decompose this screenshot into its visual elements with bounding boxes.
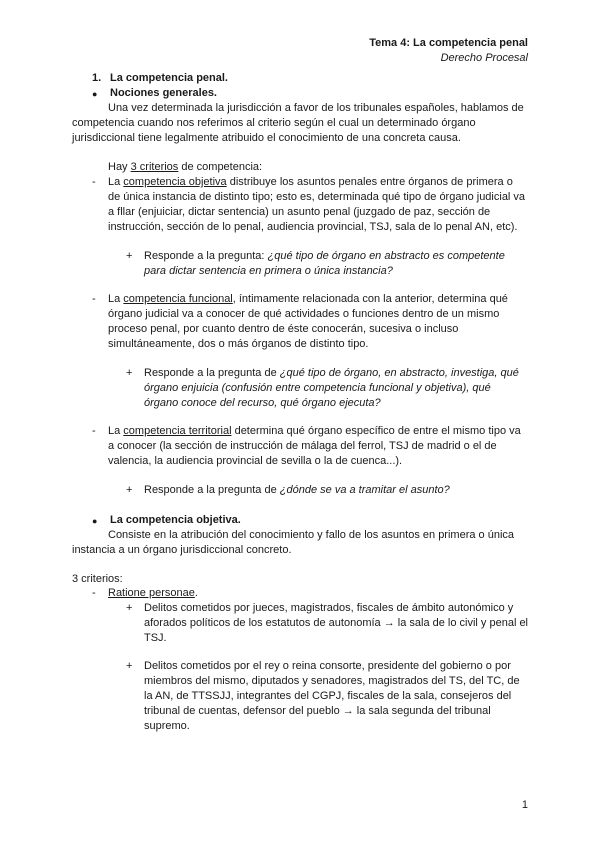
dash-marker: - (92, 176, 96, 188)
criteria-label: 3 criterios: (72, 573, 123, 585)
objetiva-paragraph: Consiste en la atribución del conocimiento y fallo de los asuntos en primera o única instancia a un órgano jurisdiccional concreto. (72, 529, 515, 556)
bullet-dot: ● (92, 89, 98, 99)
intro-paragraph: Una vez determinada la jurisdicción a favor de los tribunales españoles, hablamos de competencia cuando nos referimos al criterio según el cual un determinado órgano jurisdiccional tiene legalmente atribuido el conocimiento de una concreta causa. (72, 102, 524, 144)
question-prefix: Responde a la pregunta de (144, 367, 280, 379)
criterion-lead: La (108, 293, 124, 305)
ratione-suffix: . (194, 587, 198, 599)
dash-marker: - (92, 293, 96, 305)
criterion-objetiva (108, 175, 528, 235)
ratione-personae (108, 586, 528, 601)
criterion-territorial (108, 424, 528, 469)
subsection-heading: La competencia objetiva. (110, 514, 241, 526)
criteria-intro-prefix: Hay (108, 161, 131, 173)
criterion-text: , íntimamente relacionada con la anterior, determina qué órgano judicial va a conocer de qué actividades o funciones dentro de un mismo proceso penal, por cuanto dentro de éste conocerán, sucesiva o incluso simultáneamente, dos o más órganos de distinto tipo. (108, 293, 508, 350)
ratione-item: Delitos cometidos por jueces, magistrados, fiscales de ámbito autonómico y aforados políticos de los estatutos de autonomía → la sala de lo civil y penal el TSJ. (144, 602, 529, 644)
question-prefix: Responde a la pregunta: (144, 250, 268, 262)
question-text: ¿dónde se va a tramitar el asunto? (279, 484, 450, 496)
dash-marker: - (92, 425, 96, 437)
section-number: 1. (92, 72, 102, 84)
criterion-term: competencia objetiva (123, 176, 227, 188)
section-heading: La competencia penal. (110, 72, 228, 84)
criterion-funcional (108, 292, 528, 352)
subsection-heading: Nociones generales. (110, 87, 217, 99)
criterion-term: competencia territorial (123, 425, 232, 437)
ratione-item: Delitos cometidos por el rey o reina consorte, presidente del gobierno o por miembros del mismo, diputados y senadores, magistrados del TS, del TC, de la AN, de TTSSJJ, integrantes del CGPJ, fiscales de la sala, consejeros del tribunal de cuentas, defensor del pueblo → la sala segunda del tribunal supremo. (144, 660, 520, 732)
ratione-term: Ratione personae (108, 587, 195, 599)
page-number: 1 (521, 799, 528, 811)
criterion-lead: La (108, 425, 124, 437)
bullet-dot: ● (92, 516, 98, 526)
criterion-lead: La (108, 176, 124, 188)
criteria-count: 3 criterios (130, 161, 179, 173)
criteria-intro (108, 160, 528, 175)
criterion-text: determina qué órgano específico de entre el mismo tipo va a conocer (la sección de instrucción de málaga del ferrol, TSJ de madrid o el de valencia, la audiencia provincial de sevilla o la de cuenca...). (108, 425, 521, 467)
plus-marker: + (126, 660, 133, 672)
question-prefix: Responde a la pregunta de (144, 484, 280, 496)
header-subtitle: Derecho Procesal (440, 52, 528, 64)
criterion-question (144, 483, 528, 498)
question-text: ¿qué tipo de órgano, en abstracto, investiga, qué órgano enjuicia (confusión entre competencia funcional y objetiva), qué órgano conoce del recurso, qué órgano ejecuta? (144, 367, 519, 409)
plus-marker: + (126, 602, 133, 614)
criterion-term: competencia funcional (123, 293, 233, 305)
plus-marker: + (126, 484, 133, 496)
question-text: ¿qué tipo de órgano en abstracto es competente para dictar sentencia en primera o única instancia? (144, 250, 505, 277)
dash-marker: - (92, 587, 96, 599)
criterion-question (144, 366, 528, 411)
plus-marker: + (126, 250, 133, 262)
header-title: Tema 4: La competencia penal (369, 37, 528, 49)
plus-marker: + (126, 367, 133, 379)
criterion-text: distribuye los asuntos penales entre órganos de primera o de única instancia de distinto tipo; esto es, determinada qué tipo de órgano judicial va a fllar (enjuiciar, dictar sentencia) un asunto penal (juzgado de paz, sección de instrucción, sección de lo penal, audiencia provincial, TSJ, sala de lo penal AN, etc). (108, 176, 526, 233)
criteria-intro-suffix: de competencia: (178, 161, 263, 173)
criterion-question (144, 249, 528, 279)
